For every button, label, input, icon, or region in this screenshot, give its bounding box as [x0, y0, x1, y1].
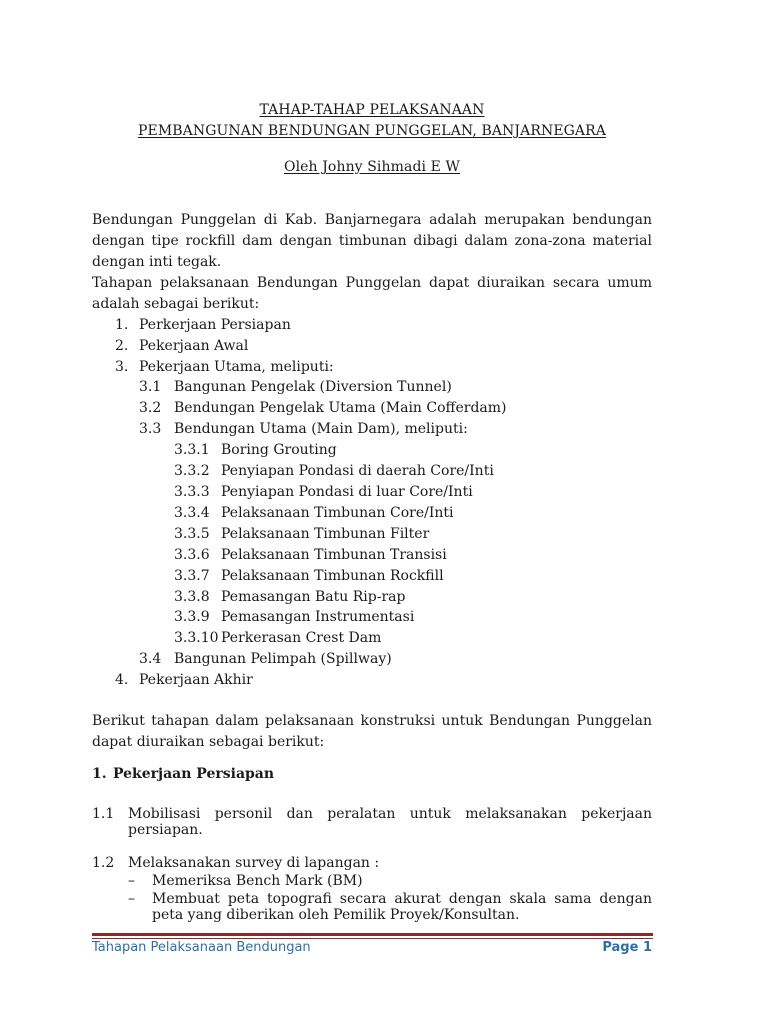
- outline-item-number: 3.4: [139, 651, 162, 667]
- construction-paragraph: Berikut tahapan dalam pelaksanaan konstruksi untuk Bendungan Punggelan dapat diuraikan sebagai berikut:: [92, 713, 652, 750]
- document-title-line-2: PEMBANGUNAN BENDUNGAN PUNGGELAN, BANJARNEGARA: [138, 123, 606, 139]
- subsection-number: 1.2: [92, 855, 115, 871]
- outline-item-number: 3.3.8: [174, 589, 210, 605]
- footer-page-number: Page 1: [602, 940, 652, 955]
- outline-item-text: Penyiapan Pondasi di daerah Core/Inti: [221, 463, 494, 479]
- outline-item-text: Perkerjaan Persiapan: [139, 317, 291, 333]
- bullet-dash: –: [128, 891, 135, 907]
- bullet-text: Memeriksa Bench Mark (BM): [152, 873, 363, 889]
- document-author: Oleh Johny Sihmadi E W: [284, 159, 460, 175]
- intro-paragraph: Bendungan Punggelan di Kab. Banjarnegara adalah merupakan bendungan dengan tipe rockfill dam dengan timbunan dibagi dalam zona-zona material dengan inti tegak.: [92, 212, 652, 270]
- outline-item-number: 3.3.4: [174, 505, 210, 521]
- outline-item-number: 4.: [115, 672, 129, 688]
- outline-item-text: Bendungan Pengelak Utama (Main Cofferdam): [174, 400, 507, 416]
- outline-item-number: 3.3.10: [174, 630, 219, 646]
- outline-item-number: 1.: [115, 317, 129, 333]
- outline-item-text: Bendungan Utama (Main Dam), meliputi:: [174, 421, 468, 437]
- outline-item-number: 3.3.2: [174, 463, 210, 479]
- outline-item-number: 2.: [115, 338, 129, 354]
- outline-item-text: Pelaksanaan Timbunan Transisi: [221, 547, 447, 563]
- subsection-number: 1.1: [92, 806, 115, 822]
- outline-item-text: Penyiapan Pondasi di luar Core/Inti: [221, 484, 473, 500]
- outline-item-text: Pekerjaan Awal: [139, 338, 249, 354]
- outline-item-text: Pelaksanaan Timbunan Filter: [221, 526, 430, 542]
- outline-item-number: 3.3.9: [174, 609, 210, 625]
- outline-item-text: Pelaksanaan Timbunan Core/Inti: [221, 505, 454, 521]
- subsection-text: Melaksanakan survey di lapangan :: [128, 855, 380, 871]
- outline-item-text: Bangunan Pelimpah (Spillway): [174, 651, 392, 667]
- outline-item-number: 3.1: [139, 379, 162, 395]
- outline-item-number: 3.3.1: [174, 442, 210, 458]
- outline-item-text: Pekerjaan Akhir: [139, 672, 253, 688]
- outline-item-number: 3.3.3: [174, 484, 210, 500]
- outline-item-text: Pemasangan Batu Rip-rap: [221, 589, 406, 605]
- footer-rule-thin: [92, 938, 653, 939]
- section-title: Pekerjaan Persiapan: [113, 766, 275, 782]
- outline-item-text: Boring Grouting: [221, 442, 337, 458]
- outline-item-number: 3.3.6: [174, 547, 210, 563]
- outline-item-text: Pekerjaan Utama, meliputi:: [139, 359, 334, 375]
- outline-item-number: 3.2: [139, 400, 162, 416]
- outline-item-text: Perkerasan Crest Dam: [221, 630, 382, 646]
- outline-item-number: 3.3.7: [174, 568, 210, 584]
- outline-item-number: 3.3: [139, 421, 162, 437]
- outline-item-text: Pelaksanaan Timbunan Rockfill: [221, 568, 444, 584]
- bullet-dash: –: [128, 873, 135, 889]
- footer-document-title: Tahapan Pelaksanaan Bendungan: [92, 940, 311, 955]
- stages-paragraph: Tahapan pelaksanaan Bendungan Punggelan dapat diuraikan secara umum adalah sebagai berikut:: [92, 275, 652, 312]
- subsection-text: Mobilisasi personil dan peralatan untuk melaksanakan pekerjaan persiapan.: [128, 806, 652, 838]
- bullet-text: Membuat peta topografi secara akurat dengan skala sama dengan peta yang diberikan oleh Pemilik Proyek/Konsultan.: [152, 891, 652, 923]
- document-title-line-1: TAHAP-TAHAP PELAKSANAAN: [259, 102, 485, 118]
- outline-item-number: 3.3.5: [174, 526, 210, 542]
- footer-rule-thick: [92, 933, 653, 936]
- outline-item-text: Pemasangan Instrumentasi: [221, 609, 415, 625]
- outline-item-number: 3.: [115, 359, 129, 375]
- outline-item-text: Bangunan Pengelak (Diversion Tunnel): [174, 379, 452, 395]
- section-number: 1.: [92, 766, 107, 782]
